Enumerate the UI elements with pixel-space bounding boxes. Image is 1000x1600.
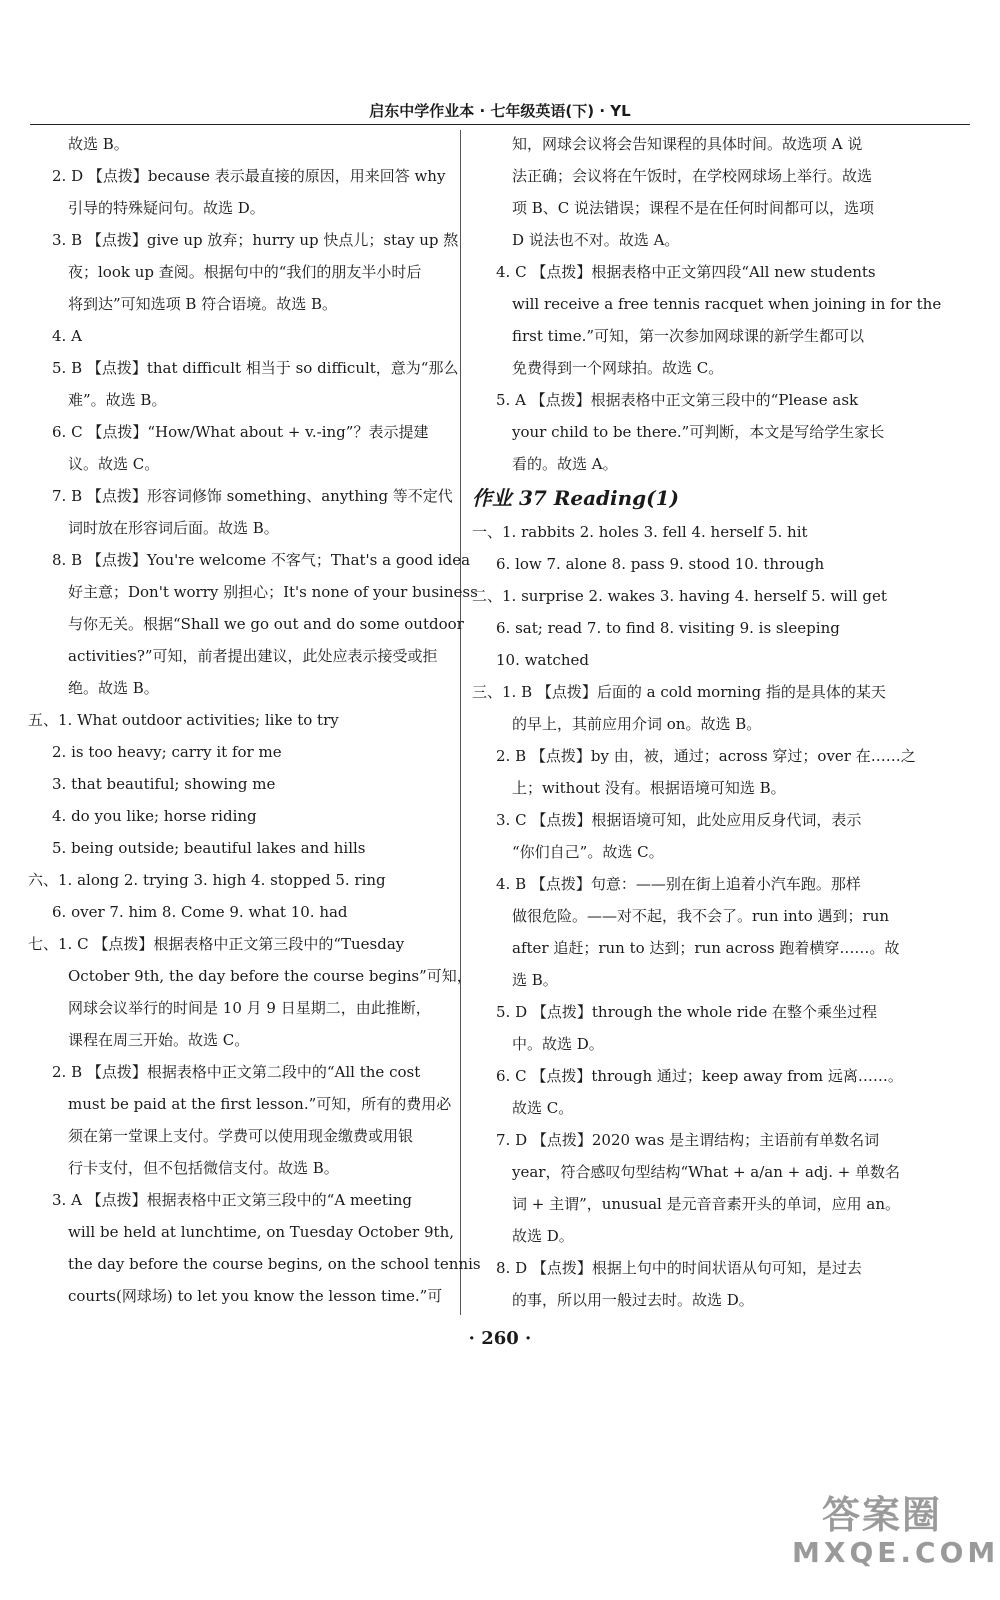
text-line: 3. that beautiful; showing me <box>52 775 276 793</box>
text-line: 4. do you like; horse riding <box>52 807 257 825</box>
text-line: 6. low 7. alone 8. pass 9. stood 10. through <box>496 555 825 573</box>
text-line: 故选 D。 <box>512 1227 574 1245</box>
text-line: the day before the course begins, on the school tennis <box>68 1255 481 1273</box>
text-line: 7. B 【点拨】形容词修饰 something、anything 等不定代 <box>52 487 453 505</box>
text-line: 中。故选 D。 <box>512 1035 604 1053</box>
text-line: 2. B 【点拨】根据表格中正文第二段中的“All the cost <box>52 1063 421 1081</box>
text-line: 5. being outside; beautiful lakes and hills <box>52 839 366 857</box>
text-line: 8. D 【点拨】根据上句中的时间状语从句可知，是过去 <box>496 1259 862 1277</box>
text-line: 议。故选 C。 <box>68 455 160 473</box>
text-line: 网球会议举行的时间是 10 月 9 日星期二，由此推断， <box>68 999 431 1017</box>
text-line: 3. C 【点拨】根据语境可知，此处应用反身代词，表示 <box>496 811 862 829</box>
text-line: 故选 C。 <box>512 1099 574 1117</box>
text-line: 4. C 【点拨】根据表格中正文第四段“All new students <box>496 263 876 281</box>
text-line: 3. A 【点拨】根据表格中正文第三段中的“A meeting <box>52 1191 413 1209</box>
text-line: 行卡支付，但不包括微信支付。故选 B。 <box>68 1159 339 1177</box>
text-line: 与你无关。根据“Shall we go out and do some outdoor <box>68 615 464 633</box>
text-line: will receive a free tennis racquet when joining in for the <box>512 295 942 313</box>
right-column-top <box>472 128 942 480</box>
right-column <box>472 128 942 1316</box>
text-line: 2. B 【点拨】by 由，被，通过；across 穿过；over 在……之 <box>496 747 916 765</box>
text-line: 词时放在形容词后面。故选 B。 <box>68 519 279 537</box>
text-line: 6. sat; read 7. to find 8. visiting 9. is sleeping <box>496 619 840 637</box>
text-line: 难”。故选 B。 <box>68 391 167 409</box>
column-divider <box>460 130 461 1315</box>
watermark-logo <box>792 1492 1000 1572</box>
text-line: 5. A 【点拨】根据表格中正文第三段中的“Please ask <box>496 391 859 409</box>
header-title: 启东中学作业本 · 七年级英语(下) · YL <box>369 102 631 120</box>
left-column <box>28 128 481 1312</box>
text-line: 10. watched <box>496 651 589 669</box>
text-line: 夜；look up 查阅。根据句中的“我们的朋友半小时后 <box>68 263 422 281</box>
text-line: 二、1. surprise 2. wakes 3. having 4. herself 5. will get <box>472 587 887 605</box>
text-line: 七、1. C 【点拨】根据表格中正文第三段中的“Tuesday <box>28 935 405 953</box>
text-line: 课程在周三开始。故选 C。 <box>68 1031 250 1049</box>
text-line: 一、1. rabbits 2. holes 3. fell 4. herself 5. hit <box>472 523 808 541</box>
text-line: your child to be there.”可判断，本文是写给学生家长 <box>512 423 885 441</box>
text-line: 2. D 【点拨】because 表示最直接的原因，用来回答 why <box>52 167 446 185</box>
text-line: 6. over 7. him 8. Come 9. what 10. had <box>52 903 348 921</box>
text-line: 3. B 【点拨】give up 放弃；hurry up 快点儿；stay up 熬 <box>52 231 459 249</box>
text-line: 知，网球会议将会告知课程的具体时间。故选项 A 说 <box>512 135 863 153</box>
text-line: October 9th, the day before the course begins”可知， <box>68 967 472 985</box>
text-line: 引导的特殊疑问句。故选 D。 <box>68 199 265 217</box>
page-header <box>30 100 970 125</box>
text-line: 的事，所以用一般过去时。故选 D。 <box>512 1291 754 1309</box>
text-line: 将到达”可知选项 B 符合语境。故选 B。 <box>68 295 338 313</box>
text-line: 三、1. B 【点拨】后面的 a cold morning 指的是具体的某天 <box>472 683 886 701</box>
text-line: 选 B。 <box>512 971 558 989</box>
watermark-bottom-text: MXQE.COM <box>792 1536 1000 1569</box>
text-line: 故选 B。 <box>68 135 129 153</box>
text-line: courts(网球场) to let you know the lesson time.”可 <box>68 1287 443 1305</box>
text-line: 好主意；Don't worry 别担心；It's none of your business <box>68 583 478 601</box>
text-line: 4. A <box>52 327 82 345</box>
text-line: 须在第一堂课上支付。学费可以使用现金缴费或用银 <box>68 1127 414 1145</box>
watermark-top-text: 答案圈 <box>821 1493 942 1537</box>
text-line: first time.”可知，第一次参加网球课的新学生都可以 <box>512 327 865 345</box>
text-line: 5. D 【点拨】through the whole ride 在整个乘坐过程 <box>496 1003 877 1021</box>
text-line: 法正确；会议将在午饭时，在学校网球场上举行。故选 <box>512 167 873 185</box>
text-line: 做很危险。——对不起，我不会了。run into 遇到；run <box>512 907 890 925</box>
text-line: 7. D 【点拨】2020 was 是主谓结构；主语前有单数名词 <box>496 1131 880 1149</box>
text-line: 2. is too heavy; carry it for me <box>52 743 282 761</box>
text-line: after 追赶；run to 达到；run across 跑着横穿……。故 <box>512 939 900 957</box>
text-line: will be held at lunchtime, on Tuesday October 9th, <box>68 1223 454 1241</box>
text-line: 五、1. What outdoor activities; like to try <box>28 711 339 729</box>
section-title: 作业 37 Reading(1) <box>472 486 680 510</box>
text-line: 项 B、C 说法错误；课程不是在任何时间都可以，选项 <box>512 199 875 217</box>
text-line: 六、1. along 2. trying 3. high 4. stopped 5. ring <box>28 871 386 889</box>
text-line: 5. B 【点拨】that difficult 相当于 so difficult，意为“那么 <box>52 359 459 377</box>
text-line: “你们自己”。故选 C。 <box>512 843 664 861</box>
page-number: · 260 · <box>468 1328 532 1349</box>
text-line: 6. C 【点拨】through 通过；keep away from 远离……。 <box>496 1067 903 1085</box>
text-line: 4. B 【点拨】句意：——别在街上追着小汽车跑。那样 <box>496 875 861 893</box>
text-line: 免费得到一个网球拍。故选 C。 <box>512 359 724 377</box>
text-line: 词 + 主谓”，unusual 是元音音素开头的单词，应用 an。 <box>512 1195 900 1213</box>
text-line: 看的。故选 A。 <box>512 455 618 473</box>
text-line: 6. C 【点拨】“How/What about + v.-ing”？表示提建 <box>52 423 429 441</box>
text-line: 的早上，其前应用介词 on。故选 B。 <box>512 715 762 733</box>
right-column-bottom <box>472 516 916 1316</box>
text-line: must be paid at the first lesson.”可知，所有的费用必 <box>68 1095 452 1113</box>
text-line: year，符合感叹句型结构“What + a/an + adj. + 单数名 <box>512 1163 901 1181</box>
text-line: activities?”可知，前者提出建议，此处应表示接受或拒 <box>68 647 438 665</box>
text-line: 上；without 没有。根据语境可知选 B。 <box>512 779 786 797</box>
text-line: 8. B 【点拨】You're welcome 不客气；That's a good idea <box>52 551 471 569</box>
text-line: D 说法也不对。故选 A。 <box>512 231 680 249</box>
text-line: 绝。故选 B。 <box>68 679 159 697</box>
